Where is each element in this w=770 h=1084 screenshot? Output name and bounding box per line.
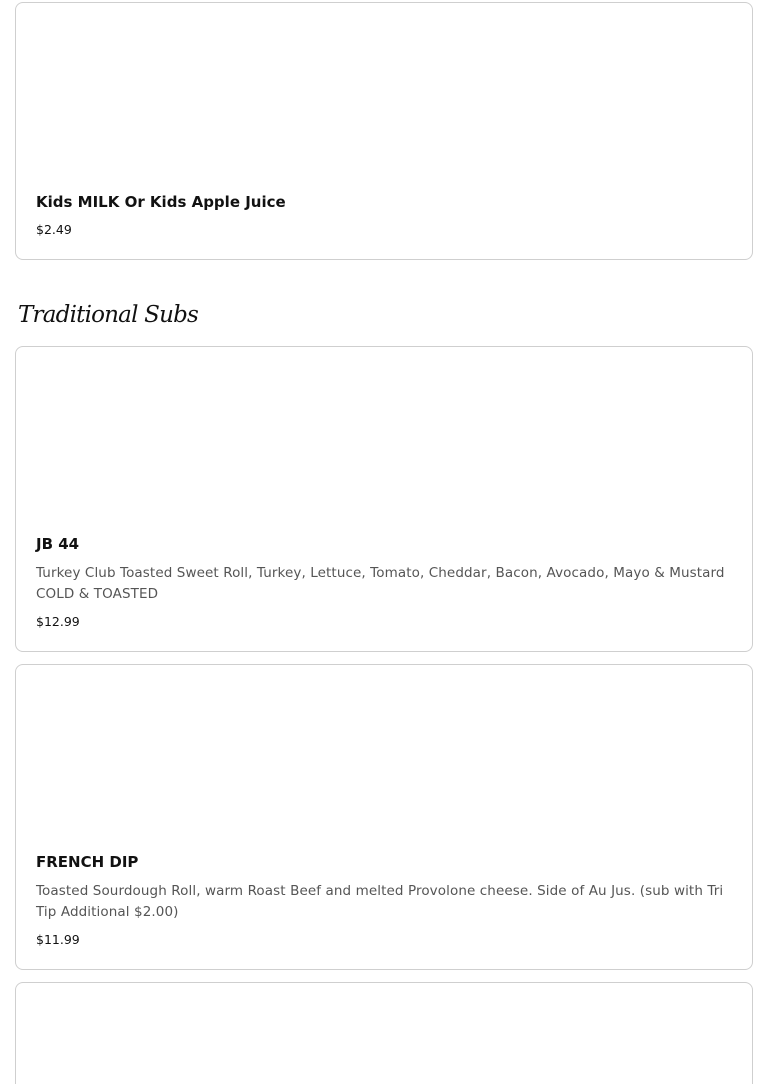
menu-item-body: [36, 192, 732, 239]
menu-item-card[interactable]: [15, 346, 753, 652]
menu-item-price: $2.49: [36, 222, 72, 237]
menu-item-card[interactable]: [15, 2, 753, 260]
menu-item-body: [36, 534, 732, 631]
menu-item-image: [16, 665, 752, 835]
menu-item-card[interactable]: [15, 664, 753, 970]
menu-item-body: [36, 852, 732, 949]
menu-item-name: JB 44: [36, 535, 80, 553]
menu-item-name: FRENCH DIP: [36, 853, 139, 871]
menu-item-name: Kids MILK Or Kids Apple Juice: [36, 193, 286, 211]
menu-item-image: [16, 3, 752, 173]
menu-item-price: $11.99: [36, 932, 80, 947]
menu-item-image: [16, 347, 752, 517]
menu-item-card[interactable]: [15, 982, 753, 1084]
menu-item-price: $12.99: [36, 614, 80, 629]
menu-item-description: Turkey Club Toasted Sweet Roll, Turkey, Lettuce, Tomato, Cheddar, Bacon, Avocado, Mayo & Mustard COLD & TOASTED: [36, 565, 725, 602]
menu-item-image: [16, 983, 752, 1084]
section-title: Traditional Subs: [18, 302, 199, 328]
menu-item-description: Toasted Sourdough Roll, warm Roast Beef and melted Provolone cheese. Side of Au Jus. (sub with Tri Tip Additional $2.00): [36, 883, 724, 920]
